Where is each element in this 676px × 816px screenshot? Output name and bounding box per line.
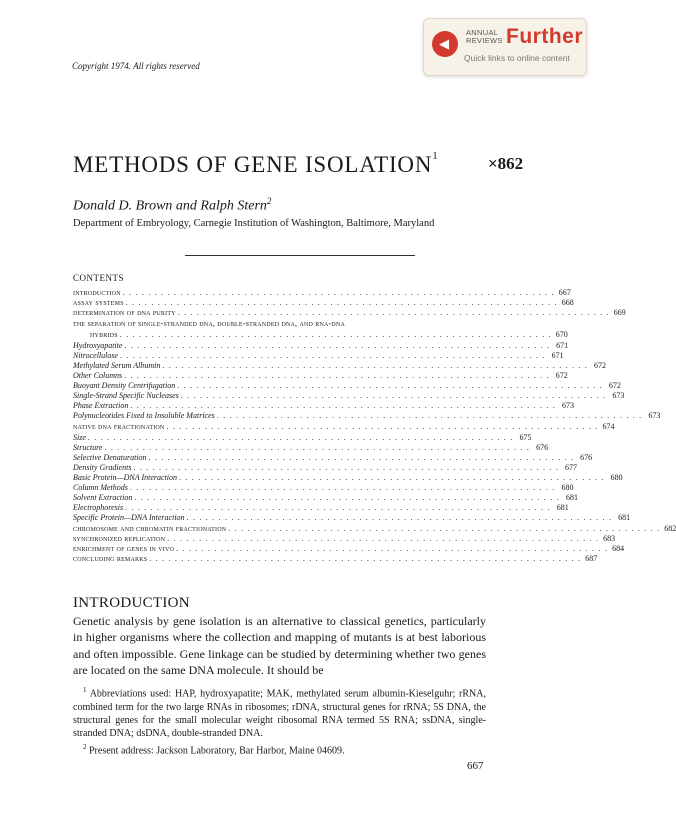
toc-entry[interactable]: assay systems . . . . . . . . . . . . . . . . . . . . . . . . . . . . . . . . . . . . . . . . . . . . . . . . . . . . . . . . . . . . . . . . . . . . 668 (73, 298, 574, 307)
toc-subentry[interactable]: Methylated Serum Albumin . . . . . . . . . . . . . . . . . . . . . . . . . . . . . . . . . . . . . . . . . . . . . . . . . . . . . . . . . . . . . . . . . . . 672 (73, 361, 606, 370)
toc-entry[interactable]: native dna fractionation . . . . . . . . . . . . . . . . . . . . . . . . . . . . . . . . . . . . . . . . . . . . . . . . . . . . . . . . . . . . . . . . . . . . 674 (73, 422, 615, 431)
affiliation: Department of Embryology, Carnegie Institution of Washington, Baltimore, Maryland (73, 218, 435, 229)
toc-entry[interactable]: introduction . . . . . . . . . . . . . . . . . . . . . . . . . . . . . . . . . . . . . . . . . . . . . . . . . . . . . . . . . . . . . . . . . . . . 667 (73, 288, 571, 297)
toc-subentry[interactable]: Density Gradients . . . . . . . . . . . . . . . . . . . . . . . . . . . . . . . . . . . . . . . . . . . . . . . . . . . . . . . . . . . . . . . . . . . 677 (73, 463, 578, 472)
toc-subentry[interactable]: Size . . . . . . . . . . . . . . . . . . . . . . . . . . . . . . . . . . . . . . . . . . . . . . . . . . . . . . . . . . . . . . . . . . . 675 (73, 433, 532, 442)
section-divider (185, 255, 415, 256)
authors-text: Donald D. Brown and Ralph Stern (73, 198, 267, 214)
further-tagline[interactable]: Quick links to online content (464, 53, 570, 63)
authors-footnote-mark[interactable]: 2 (266, 196, 272, 206)
toc-subentry[interactable]: Specific Protein—DNA Interaction . . . . . . . . . . . . . . . . . . . . . . . . . . . . . . . . . . . . . . . . . . . . . . . . . . . . . . . . . . . . . . . . . . . 681 (73, 513, 631, 522)
toc-subentry[interactable]: Structure . . . . . . . . . . . . . . . . . . . . . . . . . . . . . . . . . . . . . . . . . . . . . . . . . . . . . . . . . . . . . . . . . . . 676 (73, 443, 549, 452)
toc-entry[interactable]: concluding remarks . . . . . . . . . . . . . . . . . . . . . . . . . . . . . . . . . . . . . . . . . . . . . . . . . . . . . . . . . . . . . . . . . . . . 687 (73, 554, 598, 563)
article-number: ×862 (488, 154, 524, 173)
toc-subentry[interactable]: Basic Protein—DNA Interaction . . . . . . . . . . . . . . . . . . . . . . . . . . . . . . . . . . . . . . . . . . . . . . . . . . . . . . . . . . . . . . . . . . . 680 (73, 473, 623, 482)
toc-subentry[interactable]: Solvent Extraction . . . . . . . . . . . . . . . . . . . . . . . . . . . . . . . . . . . . . . . . . . . . . . . . . . . . . . . . . . . . . . . . . . . 681 (73, 493, 578, 502)
back-arrow-icon[interactable]: ◀ (432, 31, 458, 57)
toc-entry[interactable]: determination of dna purity . . . . . . . . . . . . . . . . . . . . . . . . . . . . . . . . . . . . . . . . . . . . . . . . . . . . . . . . . . . . . . . . . . . . 669 (73, 308, 626, 317)
footnote-1: $^1$ Abbreviations used: HAP, hydroxyapatite; MAK, methylated serum albumin-Kieselguhr; rRNA, combined term for the two large RNAs in ribosomes; rDNA, structural genes for rRNA; 5S DNA, the structural genes for the small molecular weight ribosomal RNA termed 5S RNA; ssDNA, single-stranded DNA; dsDNA, double-stranded DNA. (73, 686, 486, 740)
copyright-notice: Copyright 1974. All rights reserved (72, 61, 200, 71)
toc-subentry[interactable]: Single-Strand Specific Nucleases . . . . . . . . . . . . . . . . . . . . . . . . . . . . . . . . . . . . . . . . . . . . . . . . . . . . . . . . . . . . . . . . . . . 673 (73, 391, 625, 400)
toc-subentry[interactable]: Electrophoresis . . . . . . . . . . . . . . . . . . . . . . . . . . . . . . . . . . . . . . . . . . . . . . . . . . . . . . . . . . . . . . . . . . . 681 (73, 503, 569, 512)
toc-subentry[interactable]: Phase Extraction . . . . . . . . . . . . . . . . . . . . . . . . . . . . . . . . . . . . . . . . . . . . . . . . . . . . . . . . . . . . . . . . . . . 673 (73, 401, 574, 410)
toc-entry[interactable]: enrichment of genes in vivo . . . . . . . . . . . . . . . . . . . . . . . . . . . . . . . . . . . . . . . . . . . . . . . . . . . . . . . . . . . . . . . . . . . . 684 (73, 544, 625, 553)
authors (73, 196, 271, 215)
article-title-text: METHODS OF GENE ISOLATION (73, 152, 433, 177)
further-label[interactable]: Further (506, 25, 583, 48)
toc-entry[interactable]: synchronized replication . . . . . . . . . . . . . . . . . . . . . . . . . . . . . . . . . . . . . . . . . . . . . . . . . . . . . . . . . . . . . . . . . . . . 683 (73, 534, 616, 543)
toc-subentry[interactable]: Hydroxyapatite . . . . . . . . . . . . . . . . . . . . . . . . . . . . . . . . . . . . . . . . . . . . . . . . . . . . . . . . . . . . . . . . . . . 671 (73, 341, 569, 350)
article-title (73, 152, 439, 178)
toc-subentry[interactable]: Polynucleotides Fixed to Insoluble Matrices . . . . . . . . . . . . . . . . . . . . . . . . . . . . . . . . . . . . . . . . . . . . . . . . . . . . . . . . . . . . . . . . . . . 673 (73, 411, 661, 420)
toc-subentry[interactable]: Selective Denaturation . . . . . . . . . . . . . . . . . . . . . . . . . . . . . . . . . . . . . . . . . . . . . . . . . . . . . . . . . . . . . . . . . . . 676 (73, 453, 593, 462)
section-heading-introduction: INTRODUCTION (73, 595, 190, 611)
footnotes (73, 684, 486, 757)
introduction-paragraph: Genetic analysis by gene isolation is an alternative to classical genetics, particularly in higher organisms where the collection and mapping of mutants is at best laborious and often impossible. Gene linkage can be studied by determining whether two genes are located on the same DNA molecule. It should be (73, 614, 486, 677)
footnote-2: $^2$ Present address: Jackson Laboratory, Bar Harbor, Maine 04609. (83, 742, 345, 756)
toc-subentry[interactable]: Buoyant Density Centrifugation . . . . . . . . . . . . . . . . . . . . . . . . . . . . . . . . . . . . . . . . . . . . . . . . . . . . . . . . . . . . . . . . . . . 672 (73, 381, 621, 390)
page-number: 667 (467, 760, 484, 772)
toc-subentry[interactable]: Nitrocellulose . . . . . . . . . . . . . . . . . . . . . . . . . . . . . . . . . . . . . . . . . . . . . . . . . . . . . . . . . . . . . . . . . . . 671 (73, 351, 564, 360)
annual-reviews-label: ANNUAL REVIEWS (466, 28, 503, 45)
further-links-badge[interactable] (423, 18, 587, 76)
toc-subentry[interactable]: Column Methods . . . . . . . . . . . . . . . . . . . . . . . . . . . . . . . . . . . . . . . . . . . . . . . . . . . . . . . . . . . . . . . . . . . 680 (73, 483, 574, 492)
toc-entry[interactable]: chromosome and chromatin fractionation . . . . . . . . . . . . . . . . . . . . . . . . . . . . . . . . . . . . . . . . . . . . . . . . . . . . . . . . . . . . . . . . . . . . 682 (73, 524, 676, 533)
toc-heading: CONTENTS (73, 273, 124, 283)
title-footnote-mark[interactable]: 1 (432, 150, 439, 162)
toc-subentry[interactable]: Other Columns . . . . . . . . . . . . . . . . . . . . . . . . . . . . . . . . . . . . . . . . . . . . . . . . . . . . . . . . . . . . . . . . . . . 672 (73, 371, 568, 380)
toc-entry[interactable]: hybrids . . . . . . . . . . . . . . . . . . . . . . . . . . . . . . . . . . . . . . . . . . . . . . . . . . . . . . . . . . . . . . . . . . . . 670 (90, 330, 568, 339)
toc-entry[interactable]: the separation of single-stranded dna, double-stranded dna, and rna-dna (73, 319, 345, 328)
